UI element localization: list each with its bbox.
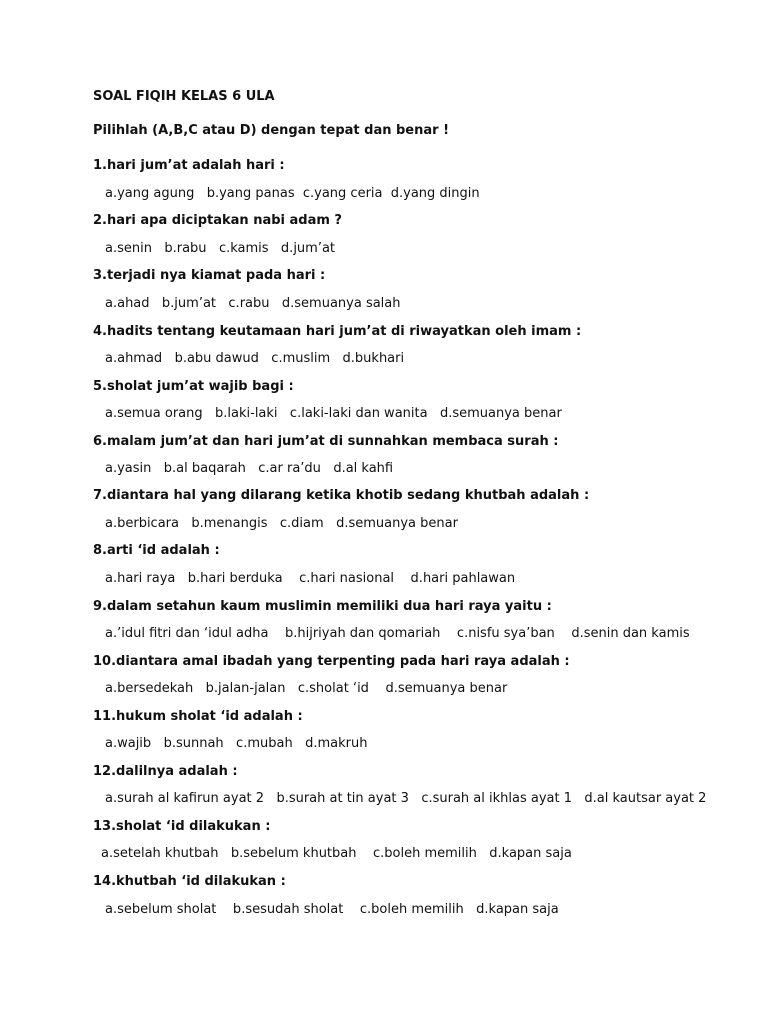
- question-5: 5.sholat jum’at wajib bagi :: [93, 379, 294, 394]
- question-7: 7.diantara hal yang dilarang ketika khotib sedang khutbah adalah :: [93, 488, 590, 503]
- question-8-options: a.hari raya b.hari berduka c.hari nasional d.hari pahlawan: [105, 571, 516, 586]
- question-7-options: a.berbicara b.menangis c.diam d.semuanya benar: [105, 516, 458, 531]
- question-11: 11.hukum sholat ‘id adalah :: [93, 709, 303, 724]
- question-13-options: a.setelah khutbah b.sebelum khutbah c.boleh memilih d.kapan saja: [101, 846, 572, 861]
- instruction-text: Pilihlah (A,B,C atau D) dengan tepat dan benar !: [93, 123, 450, 138]
- question-2: 2.hari apa diciptakan nabi adam ?: [93, 213, 342, 228]
- question-5-options: a.semua orang b.laki-laki c.laki-laki dan wanita d.semuanya benar: [105, 406, 562, 421]
- question-12-options: a.surah al kafirun ayat 2 b.surah at tin ayat 3 c.surah al ikhlas ayat 1 d.al kautsar ayat 2: [105, 791, 707, 806]
- question-10: 10.diantara amal ibadah yang terpenting pada hari raya adalah :: [93, 654, 570, 669]
- question-9-options: a.’idul fitri dan ‘idul adha b.hijriyah dan qomariah c.nisfu sya’ban d.senin dan kamis: [105, 626, 690, 641]
- question-6: 6.malam jum’at dan hari jum’at di sunnahkan membaca surah :: [93, 434, 559, 449]
- document-title: SOAL FIQIH KELAS 6 ULA: [93, 89, 275, 104]
- question-14-options: a.sebelum sholat b.sesudah sholat c.boleh memilih d.kapan saja: [105, 902, 559, 917]
- question-3-options: a.ahad b.jum’at c.rabu d.semuanya salah: [105, 296, 401, 311]
- question-8: 8.arti ‘id adalah :: [93, 543, 220, 558]
- question-12: 12.dalilnya adalah :: [93, 764, 238, 779]
- question-14: 14.khutbah ‘id dilakukan :: [93, 874, 286, 889]
- question-1: 1.hari jum’at adalah hari :: [93, 158, 285, 173]
- question-4: 4.hadits tentang keutamaan hari jum’at di riwayatkan oleh imam :: [93, 324, 582, 339]
- question-4-options: a.ahmad b.abu dawud c.muslim d.bukhari: [105, 351, 405, 366]
- question-2-options: a.senin b.rabu c.kamis d.jum’at: [105, 241, 336, 256]
- question-13: 13.sholat ‘id dilakukan :: [93, 819, 271, 834]
- question-10-options: a.bersedekah b.jalan-jalan c.sholat ‘id d.semuanya benar: [105, 681, 508, 696]
- question-11-options: a.wajib b.sunnah c.mubah d.makruh: [105, 736, 368, 751]
- question-9: 9.dalam setahun kaum muslimin memiliki dua hari raya yaitu :: [93, 599, 552, 614]
- question-1-options: a.yang agung b.yang panas c.yang ceria d.yang dingin: [105, 186, 480, 201]
- question-6-options: a.yasin b.al baqarah c.ar ra’du d.al kahfi: [105, 461, 394, 476]
- question-3: 3.terjadi nya kiamat pada hari :: [93, 268, 326, 283]
